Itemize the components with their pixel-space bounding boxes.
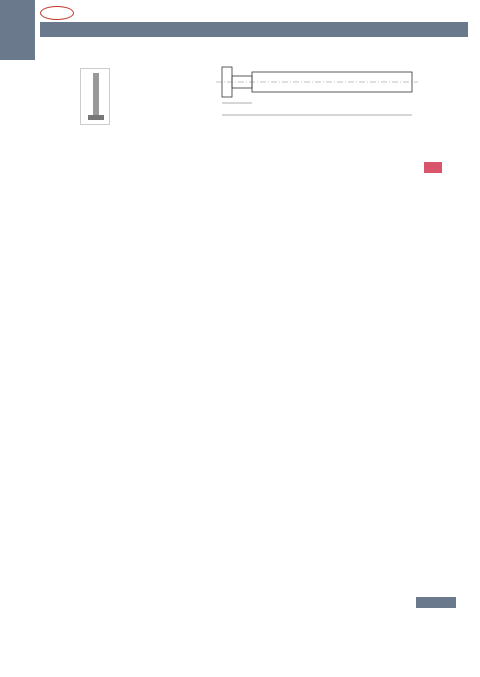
eiko-logo: [40, 6, 74, 20]
sidebar: [0, 0, 35, 677]
next-page-button[interactable]: [416, 597, 456, 608]
sidebar-header: [0, 0, 35, 60]
cutter-thumbnail-icon: [81, 69, 111, 126]
k10-grade-badge: [424, 162, 442, 173]
product-photo: [80, 68, 110, 125]
cutter-diagram: [210, 45, 425, 123]
tolerance-table: [217, 143, 403, 177]
series-title-bar: [40, 22, 468, 37]
